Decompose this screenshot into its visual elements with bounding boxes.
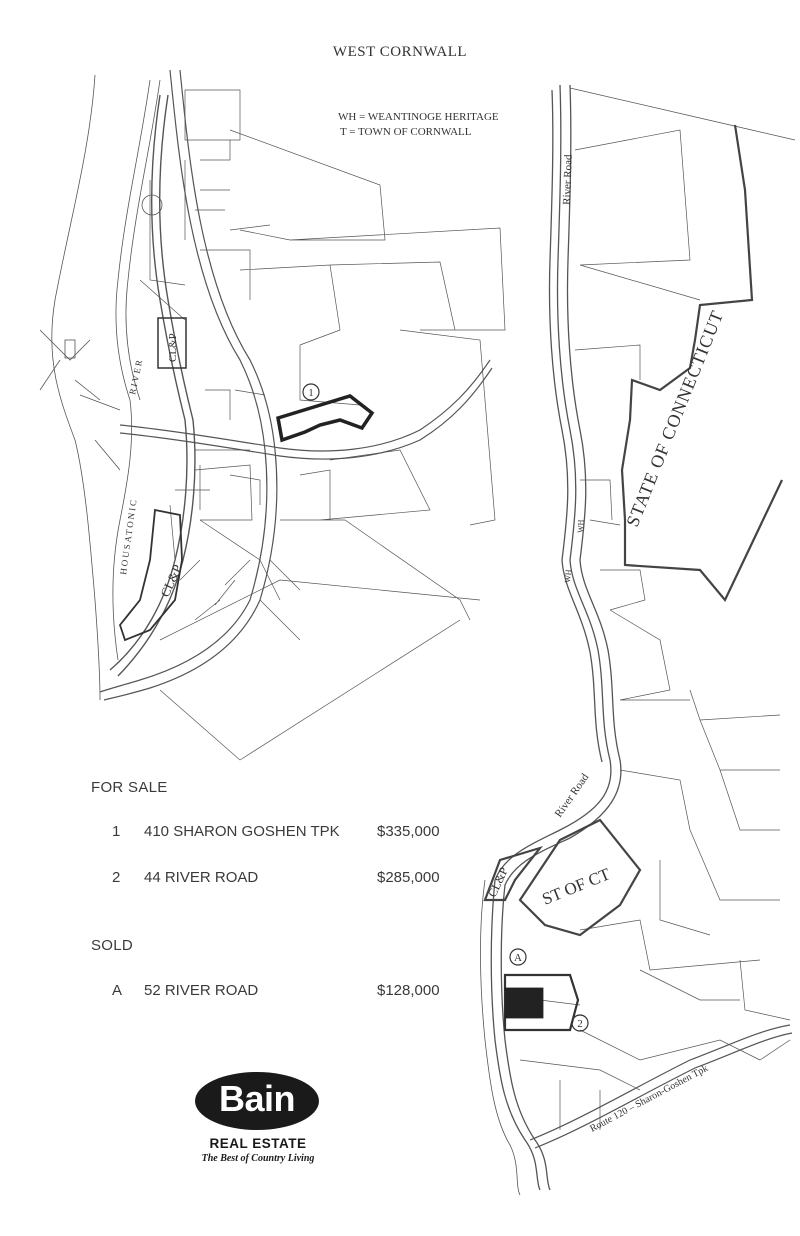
river-label: RIVER: [127, 357, 145, 396]
listing-row-2: [112, 869, 452, 889]
property-a-sold-parcel: [505, 988, 543, 1018]
clp-right-label: CL&P: [485, 864, 511, 900]
housatonic-label: HOUSATONIC: [118, 497, 139, 576]
river-road-north: [491, 85, 611, 1190]
sharon-goshen-road: [120, 360, 490, 451]
logo-tagline: The Best of Country Living: [201, 1153, 315, 1164]
listing-address: 52 RIVER ROAD: [144, 982, 259, 999]
sold-heading: SOLD: [91, 937, 134, 954]
listing-id: 1: [112, 823, 121, 840]
listing-id: 2: [112, 869, 121, 886]
st-of-ct-label: ST OF CT: [539, 864, 613, 909]
bain-logo: [193, 1072, 323, 1167]
wh-label-1: WH: [576, 519, 586, 534]
listing-price: $335,000: [377, 823, 440, 840]
marker-a-label: A: [514, 952, 522, 964]
marker-1-label: 1: [308, 387, 314, 399]
listing-price: $285,000: [377, 869, 440, 886]
logo-brand: Bain: [218, 1078, 295, 1119]
legend-t: T = TOWN OF CORNWALL: [340, 126, 472, 138]
property-1-outline: [278, 396, 372, 440]
river-road-label-top: River Road: [561, 154, 575, 206]
clp-left-label: CL&P: [167, 333, 179, 362]
listing-price: $128,000: [377, 982, 440, 999]
map-title: WEST CORNWALL: [332, 44, 468, 60]
sold-row-a: [112, 982, 452, 1002]
route-120-road: [530, 1025, 790, 1140]
legend-wh: WH = WEANTINOGE HERITAGE: [338, 111, 499, 123]
river-bank-west: [52, 75, 100, 700]
marker-2-label: 2: [577, 1018, 583, 1030]
logo-subtitle: REAL ESTATE: [209, 1136, 307, 1151]
listing-id: A: [112, 982, 123, 999]
listing-address: 44 RIVER ROAD: [144, 869, 259, 886]
river-road-label-bottom: River Road: [552, 771, 592, 820]
clp-left-label-2: CL&P: [157, 562, 186, 600]
listing-address: 410 SHARON GOSHEN TPK: [144, 823, 340, 840]
state-of-connecticut-label: STATE OF CONNECTICUT: [622, 307, 728, 530]
listing-row-1: [112, 823, 452, 843]
for-sale-heading: FOR SALE: [91, 779, 168, 796]
map-legend: [338, 110, 499, 140]
route-120-label: Route 120 – Sharon-Goshen Tpk: [588, 1062, 710, 1135]
wh-label-2: WH: [563, 569, 574, 584]
